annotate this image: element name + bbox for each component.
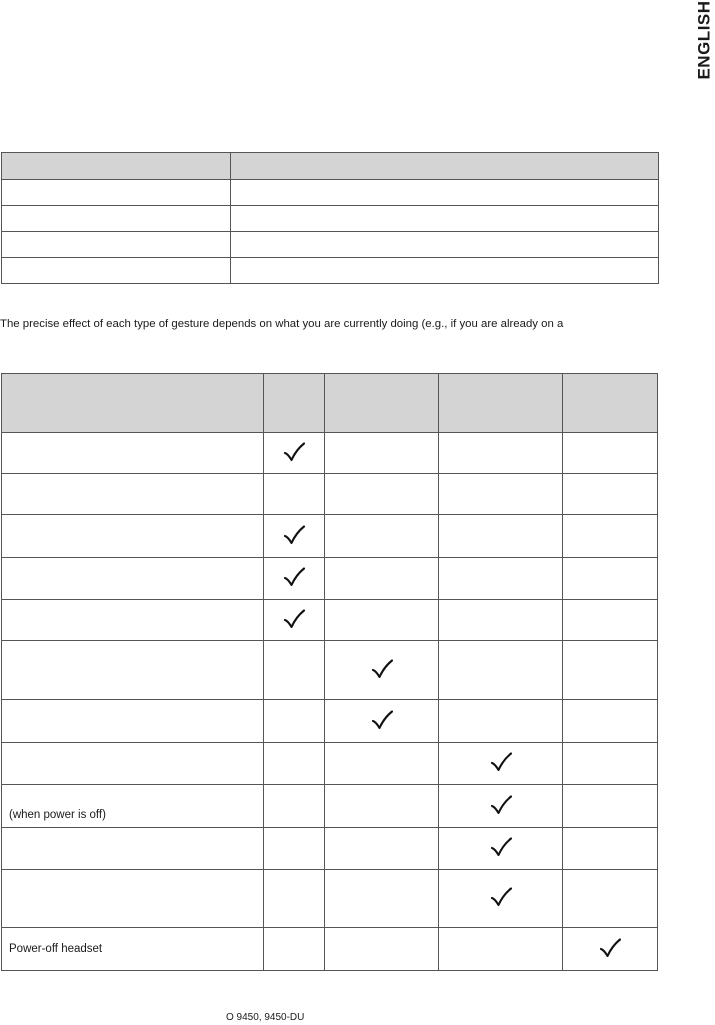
mark-cell xyxy=(563,700,658,743)
mark-cell xyxy=(264,828,325,870)
checkmark-icon xyxy=(283,442,305,462)
mark-cell xyxy=(563,928,658,971)
mark-cell xyxy=(439,515,563,558)
header-cell xyxy=(2,374,264,433)
mark-cell xyxy=(563,515,658,558)
table-row xyxy=(2,641,658,700)
checkmark-icon xyxy=(283,609,305,629)
mark-cell xyxy=(325,600,439,641)
mark-cell xyxy=(563,828,658,870)
mark-cell xyxy=(325,870,439,928)
checkmark-icon xyxy=(283,525,305,545)
mark-cell xyxy=(439,785,563,828)
mark-cell xyxy=(439,474,563,515)
table-cell xyxy=(2,258,231,284)
mark-cell xyxy=(264,700,325,743)
footer-model-number: O 9450, 9450-DU xyxy=(226,1012,305,1023)
mark-cell xyxy=(563,433,658,474)
mark-cell xyxy=(563,600,658,641)
mark-cell xyxy=(264,870,325,928)
table-row xyxy=(2,433,658,474)
mark-cell xyxy=(325,828,439,870)
table-row xyxy=(2,743,658,785)
mark-cell xyxy=(563,743,658,785)
table-row xyxy=(2,828,658,870)
table-cell xyxy=(2,206,231,232)
mark-cell xyxy=(325,515,439,558)
gesture-label xyxy=(2,828,264,870)
gesture-label xyxy=(2,641,264,700)
table-row xyxy=(2,474,658,515)
mark-cell xyxy=(264,641,325,700)
mark-cell xyxy=(563,785,658,828)
mark-cell xyxy=(563,474,658,515)
header-cell xyxy=(264,374,325,433)
header-cell xyxy=(231,153,659,180)
checkmark-icon xyxy=(490,837,512,857)
header-cell xyxy=(325,374,439,433)
table-row xyxy=(2,232,659,258)
gesture-label xyxy=(2,600,264,641)
checkmark-icon xyxy=(490,795,512,815)
mark-cell xyxy=(439,641,563,700)
table-cell xyxy=(231,206,659,232)
table-row xyxy=(2,785,658,828)
gesture-label: Power-off headset xyxy=(2,928,264,971)
mark-cell xyxy=(325,474,439,515)
mark-cell xyxy=(264,558,325,600)
mark-cell xyxy=(563,641,658,700)
mark-cell xyxy=(264,433,325,474)
mark-cell xyxy=(439,870,563,928)
table-cell xyxy=(231,180,659,206)
mark-cell xyxy=(439,558,563,600)
table-row xyxy=(2,258,659,284)
table-row xyxy=(2,928,658,971)
language-label: ENGLISH xyxy=(695,0,714,80)
checkmark-icon xyxy=(490,752,512,772)
checkmark-icon xyxy=(371,710,393,730)
mark-cell xyxy=(264,515,325,558)
gesture-label xyxy=(2,474,264,515)
mark-cell xyxy=(325,558,439,600)
table-row xyxy=(2,700,658,743)
mark-cell xyxy=(325,641,439,700)
mark-cell xyxy=(563,558,658,600)
mark-cell xyxy=(439,743,563,785)
mark-cell xyxy=(264,743,325,785)
mark-cell xyxy=(439,928,563,971)
mark-cell xyxy=(439,828,563,870)
mark-cell xyxy=(325,928,439,971)
mark-cell xyxy=(264,785,325,828)
checkmark-icon xyxy=(599,938,621,958)
table-row xyxy=(2,870,658,928)
gesture-label xyxy=(2,700,264,743)
table-cell xyxy=(231,232,659,258)
gesture-label xyxy=(2,433,264,474)
mark-cell xyxy=(325,433,439,474)
checkmark-icon xyxy=(371,659,393,679)
gesture-label xyxy=(2,558,264,600)
table-row xyxy=(2,600,658,641)
header-cell xyxy=(563,374,658,433)
mark-cell xyxy=(439,433,563,474)
table-header-row xyxy=(2,374,658,433)
mark-cell xyxy=(325,785,439,828)
mark-cell xyxy=(439,600,563,641)
mark-cell xyxy=(264,474,325,515)
table-cell xyxy=(2,232,231,258)
gesture-label: (when power is off) xyxy=(2,785,264,828)
mark-cell xyxy=(264,600,325,641)
table-row xyxy=(2,515,658,558)
table-header-row xyxy=(2,153,659,180)
table-row xyxy=(2,206,659,232)
table-row xyxy=(2,558,658,600)
header-cell xyxy=(2,153,231,180)
table-cell xyxy=(231,258,659,284)
intro-paragraph: The precise effect of each type of gesture depends on what you are currently doing (e.g., if you are already on a xyxy=(0,318,564,330)
gesture-label xyxy=(2,743,264,785)
gesture-table xyxy=(1,373,658,971)
gesture-label xyxy=(2,515,264,558)
mark-cell xyxy=(264,928,325,971)
mark-cell xyxy=(325,743,439,785)
mark-cell xyxy=(325,700,439,743)
mark-cell xyxy=(439,700,563,743)
table-cell xyxy=(2,180,231,206)
language-tab xyxy=(688,0,715,80)
header-cell xyxy=(439,374,563,433)
summary-table xyxy=(1,152,659,284)
gesture-label xyxy=(2,870,264,928)
checkmark-icon xyxy=(283,567,305,587)
mark-cell xyxy=(563,870,658,928)
checkmark-icon xyxy=(490,887,512,907)
table-row xyxy=(2,180,659,206)
